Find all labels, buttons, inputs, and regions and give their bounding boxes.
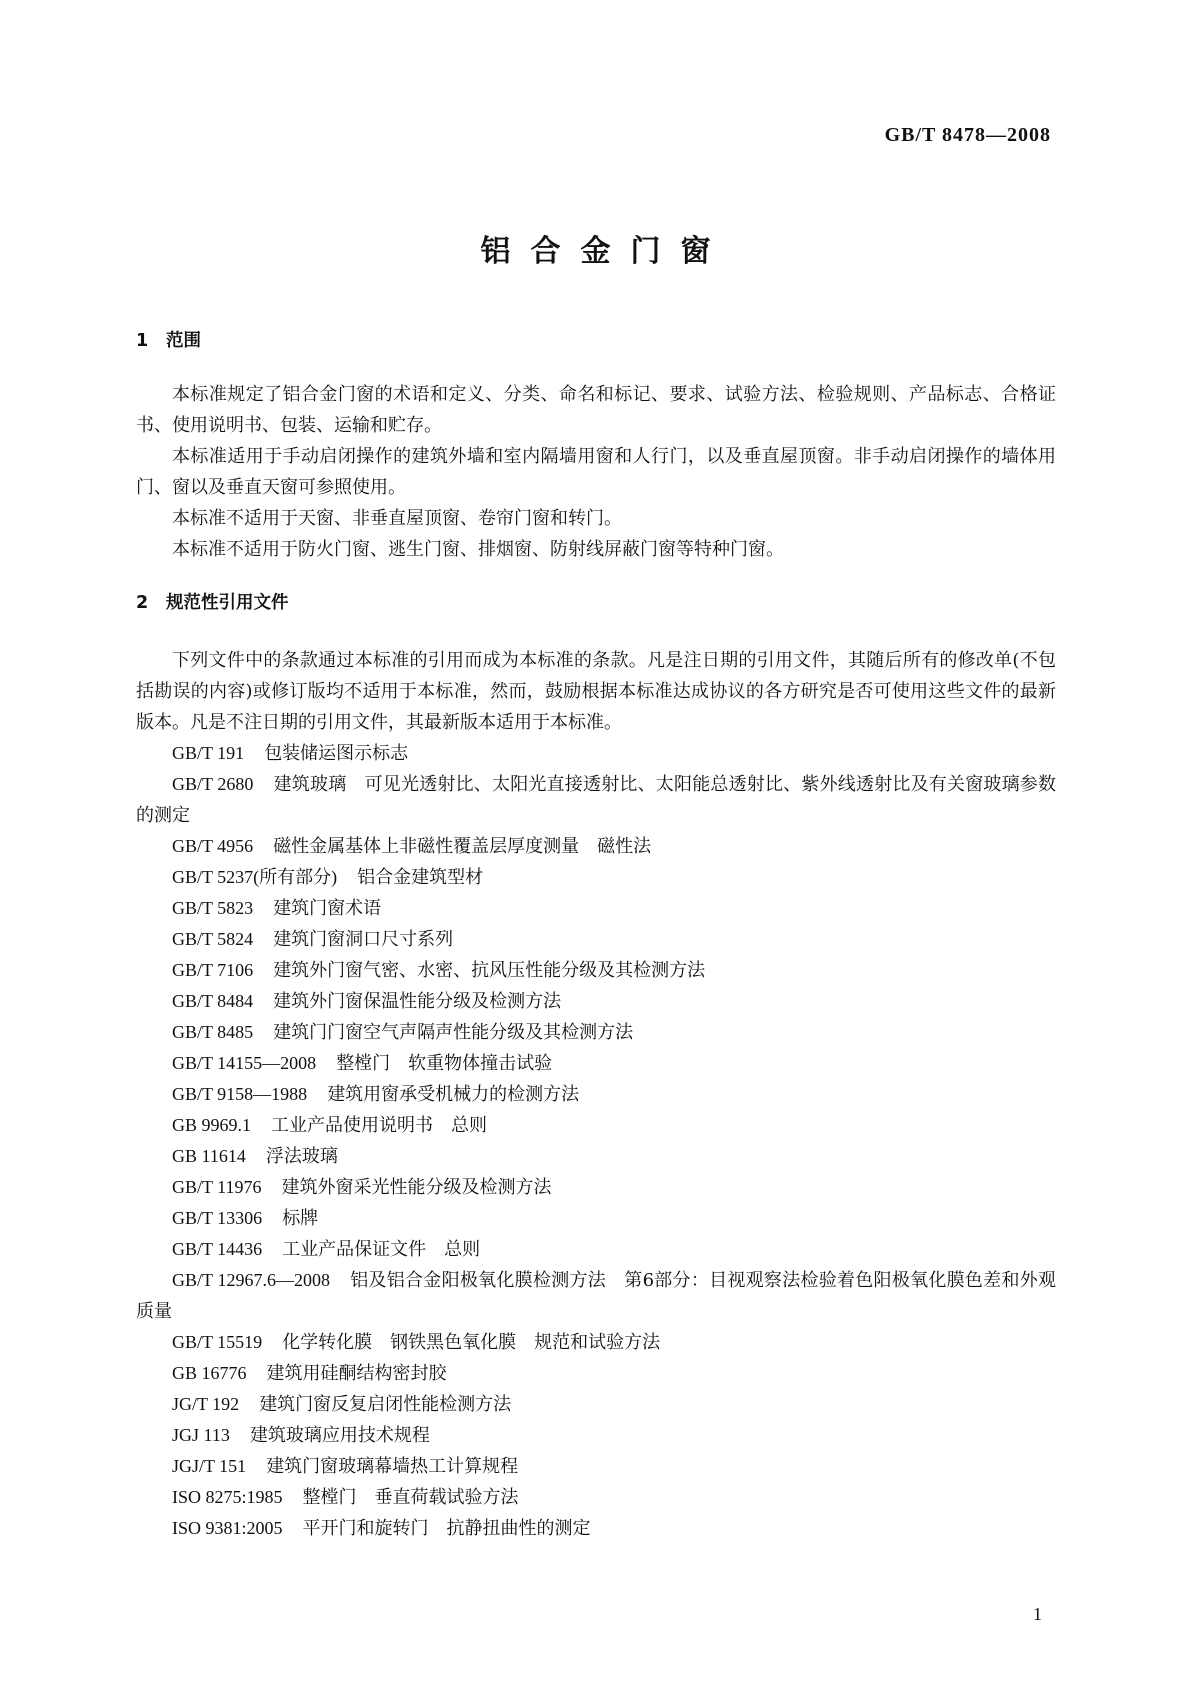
- document-body: [136, 326, 1056, 1544]
- reference-code: GB 16776: [172, 1363, 247, 1383]
- reference-title: 建筑门窗洞口尺寸系列: [273, 929, 454, 950]
- references-intro: 下列文件中的条款通过本标准的引用而成为本标准的条款。凡是注日期的引用文件，其随后所有的修改单(不包括勘误的内容)或修订版均不适用于本标准，然而，鼓励根据本标准达成协议的各方研究是否可使用这些文件的最新版本。凡是不注日期的引用文件，其最新版本适用于本标准。: [136, 650, 1056, 733]
- reference-title: 包装储运图示标志: [264, 743, 409, 764]
- reference-title: 整樘门 垂直荷载试验方法: [302, 1487, 519, 1508]
- reference-code: ISO 9381:2005: [172, 1518, 283, 1538]
- reference-item: [136, 1234, 1056, 1265]
- reference-item: [136, 1482, 1056, 1513]
- reference-code: JGJ/T 151: [172, 1456, 247, 1476]
- reference-title: 建筑外门窗保温性能分级及检测方法: [273, 991, 562, 1012]
- reference-code: GB/T 14155—2008: [172, 1053, 317, 1073]
- reference-item: [136, 1110, 1056, 1141]
- scope-paragraph: 本标准适用于手动启闭操作的建筑外墙和室内隔墙用窗和人行门，以及垂直屋顶窗。非手动启闭操作的墙体用门、窗以及垂直天窗可参照使用。: [136, 446, 1056, 498]
- reference-code: GB/T 5237(所有部分): [172, 867, 338, 887]
- reference-code: GB/T 12967.6—2008: [172, 1270, 330, 1290]
- reference-title: 建筑门窗反复启闭性能检测方法: [259, 1394, 512, 1415]
- reference-item: [136, 1420, 1056, 1451]
- document-title: 铝合金门窗: [480, 234, 731, 269]
- reference-item: [136, 1079, 1056, 1110]
- reference-code: GB/T 15519: [172, 1332, 263, 1352]
- reference-code: GB/T 5824: [172, 929, 254, 949]
- scope-paragraph: 本标准不适用于天窗、非垂直屋顶窗、卷帘门窗和转门。: [172, 508, 622, 529]
- reference-code: GB/T 8485: [172, 1022, 254, 1042]
- reference-item: [136, 1513, 1056, 1544]
- reference-title: 建筑门窗玻璃幕墙热工计算规程: [266, 1456, 519, 1477]
- reference-item: [136, 1451, 1056, 1482]
- reference-item: [136, 924, 1056, 955]
- standard-number: GB/T 8478—2008: [884, 124, 1051, 146]
- reference-code: JG/T 192: [172, 1394, 240, 1414]
- reference-item: [136, 862, 1056, 893]
- reference-title: 工业产品保证文件 总则: [282, 1239, 481, 1260]
- reference-list: [136, 738, 1056, 1544]
- reference-code: GB/T 11976: [172, 1177, 262, 1197]
- section-heading-references: [136, 588, 1056, 619]
- section-heading-scope: [136, 326, 1056, 357]
- page-number: 1: [1033, 1604, 1042, 1624]
- section-title: 范围: [166, 331, 201, 351]
- reference-title: 浮法玻璃: [265, 1146, 338, 1167]
- reference-title: 建筑门窗术语: [273, 898, 382, 919]
- reference-title: 建筑门门窗空气声隔声性能分级及其检测方法: [273, 1022, 634, 1043]
- reference-item: [136, 893, 1056, 924]
- reference-item: [136, 1265, 1056, 1327]
- reference-code: GB/T 13306: [172, 1208, 263, 1228]
- reference-item: [136, 1141, 1056, 1172]
- section-title: 规范性引用文件: [166, 593, 289, 613]
- reference-item: [136, 1358, 1056, 1389]
- reference-item: [136, 769, 1056, 831]
- reference-title: 化学转化膜 钢铁黑色氧化膜 规范和试验方法: [282, 1332, 661, 1353]
- reference-title: 整樘门 软重物体撞击试验: [336, 1053, 553, 1074]
- reference-item: [136, 738, 1056, 769]
- reference-title: 建筑用硅酮结构密封胶: [266, 1363, 447, 1384]
- reference-item: [136, 986, 1056, 1017]
- scope-paragraph: 本标准不适用于防火门窗、逃生门窗、排烟窗、防射线屏蔽门窗等特种门窗。: [172, 539, 784, 560]
- reference-item: [136, 955, 1056, 986]
- reference-item: [136, 1327, 1056, 1358]
- reference-code: GB/T 14436: [172, 1239, 263, 1259]
- reference-item: [136, 1389, 1056, 1420]
- reference-item: [136, 831, 1056, 862]
- reference-code: GB/T 7106: [172, 960, 254, 980]
- reference-title: 铝及铝合金阳极氧化膜检测方法 第6部分：目视观察法检验着色阳极氧化膜色差和外观质量: [136, 1270, 1056, 1322]
- scope-paragraph: 本标准规定了铝合金门窗的术语和定义、分类、命名和标记、要求、试验方法、检验规则、产品标志、合格证书、使用说明书、包装、运输和贮存。: [136, 384, 1056, 436]
- reference-code: GB 9969.1: [172, 1115, 252, 1135]
- reference-title: 建筑玻璃应用技术规程: [249, 1425, 430, 1446]
- reference-title: 铝合金建筑型材: [357, 867, 484, 888]
- reference-title: 建筑用窗承受机械力的检测方法: [327, 1084, 580, 1105]
- section-number: 2: [136, 593, 149, 613]
- reference-title: 建筑玻璃 可见光透射比、太阳光直接透射比、太阳能总透射比、紫外线透射比及有关窗玻璃参数的测定: [136, 774, 1056, 826]
- reference-title: 建筑外门窗气密、水密、抗风压性能分级及其检测方法: [273, 960, 706, 981]
- reference-code: GB/T 8484: [172, 991, 254, 1011]
- reference-title: 工业产品使用说明书 总则: [271, 1115, 488, 1136]
- reference-code: JGJ 113: [172, 1425, 230, 1445]
- reference-title: 建筑外窗采光性能分级及检测方法: [281, 1177, 552, 1198]
- reference-code: GB/T 191: [172, 743, 245, 763]
- reference-code: GB/T 4956: [172, 836, 254, 856]
- section-number: 1: [136, 331, 149, 351]
- reference-code: GB/T 5823: [172, 898, 254, 918]
- reference-item: [136, 1203, 1056, 1234]
- reference-item: [136, 1172, 1056, 1203]
- reference-code: ISO 8275:1985: [172, 1487, 283, 1507]
- reference-item: [136, 1017, 1056, 1048]
- reference-code: GB/T 9158—1988: [172, 1084, 308, 1104]
- reference-title: 平开门和旋转门 抗静扭曲性的测定: [302, 1518, 591, 1539]
- reference-item: [136, 1048, 1056, 1079]
- reference-code: GB 11614: [172, 1146, 246, 1166]
- reference-title: 磁性金属基体上非磁性覆盖层厚度测量 磁性法: [273, 836, 652, 857]
- reference-code: GB/T 2680: [172, 774, 254, 794]
- reference-title: 标牌: [282, 1208, 319, 1229]
